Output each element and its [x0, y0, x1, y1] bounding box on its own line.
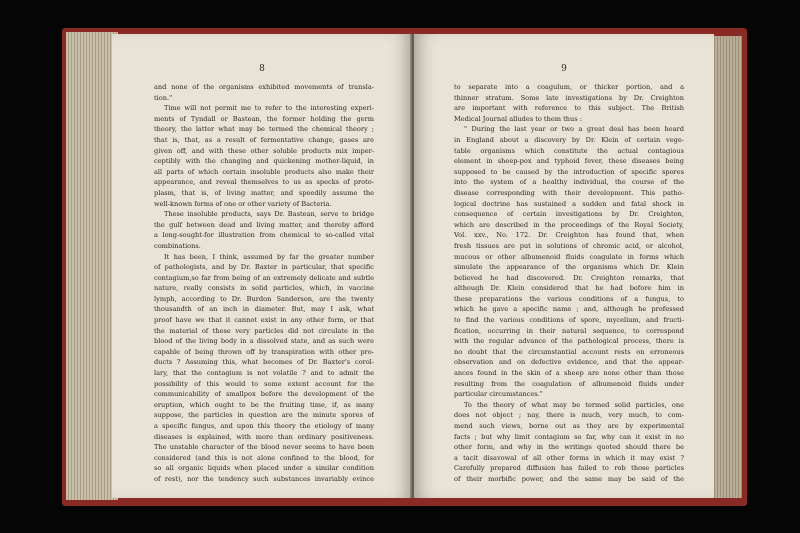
text-line: nature, really consists in solid particles, which, in vaccine — [154, 284, 374, 293]
text-line: element in sheep-pox and typhoid fever, these diseases being — [454, 157, 684, 166]
text-line: consequence of certain investigations by Dr. Creighton, — [454, 210, 684, 219]
text-line: simulate the appearance of the organisms which Dr. Klein — [454, 263, 684, 272]
page-edges-left — [66, 32, 118, 500]
text-line: these preparations the various conditions of a fungus, to — [454, 294, 684, 303]
text-line: table organisms which constitute the actual contagious — [454, 146, 684, 155]
text-line: communicability of smallpox before the development of the — [154, 390, 374, 399]
text-line: in England about a discovery by Dr. Klein of certain vege- — [454, 135, 684, 144]
text-line: thousandth of an inch in diameter. But, may I ask, what — [154, 305, 374, 314]
text-line: thinner stratum. Some late investigations by Dr. Creighton — [454, 93, 684, 102]
text-line: Time will not permit me to refer to the interesting experi- — [164, 104, 374, 113]
text-line: given off, and with these other soluble products mix imper- — [154, 146, 374, 155]
text-line: mucous or other albumenoid fluids coagulate in forms which — [454, 252, 684, 261]
text-line: of pathologists, and by Dr. Baxter in particular, that specific — [154, 263, 374, 272]
text-line: and none of the organisms exhibited movements of transla- — [154, 83, 374, 91]
text-line: resulting from the coagulation of albumenoid fluids under — [454, 379, 684, 388]
text-line: combinations. — [154, 241, 201, 250]
text-line: the material of these very particles did not circulate in the — [154, 326, 374, 335]
text-line: other form, and why in the writings quoted should there be — [454, 443, 684, 452]
text-line: which are described in the proceedings of the Royal Society, — [454, 220, 684, 229]
text-line: fication, occurring in their natural sequence, to correspond — [454, 326, 684, 335]
text-line: diseases is explained, with more than ordinary positiveness. — [154, 432, 374, 441]
text-line: all parts of which certain insoluble products also make their — [154, 167, 374, 176]
text-line: considered (and this is not alone confined to the blood, for — [154, 453, 374, 462]
text-line: disease corresponding with their development. This patho- — [454, 188, 684, 197]
text-line: appearance, and reveal themselves to us as specks of proto- — [154, 178, 374, 187]
text-line: eruption, which ought to be the fruiting time, if, as many — [154, 400, 374, 409]
text-line: Vol. xxv., No. 172. Dr. Creighton has found that, when — [454, 231, 684, 240]
left-page-number: 8 — [259, 64, 265, 74]
text-line: a tacit disavowal of all other forms in which it may exist ? — [454, 453, 684, 462]
text-line: although Dr. Klein considered that he had before him in — [454, 284, 684, 293]
text-line: the gulf between dead and living matter, and thereby afford — [154, 220, 374, 229]
text-line: It has been, I think, assumed by far the greater number — [164, 252, 374, 261]
text-line: lymph, according to Dr. Burdon Sanderson, are the twenty — [154, 294, 374, 303]
text-line: believed he had discovered. Dr. Creighton remarks, that — [454, 273, 684, 282]
text-line: of rest), nor the tendency such substances invariably evince — [154, 474, 374, 483]
text-line: a specific fungus, and upon this theory the etiology of many — [154, 422, 374, 430]
text-line: Medical Journal alludes to them thus : — [454, 114, 582, 123]
text-line: into the system of a healthy individual, the course of the — [454, 178, 684, 187]
text-line: fresh tissues are put in solutions of chromic acid, or alcohol, — [454, 241, 684, 250]
text-line: does not object ; nay, there is much, very much, to com- — [454, 411, 684, 420]
text-line: The unstable character of the blood never seems to have been — [154, 443, 374, 452]
text-line: blood of the living body in a dissolved state, and as such were — [154, 337, 374, 346]
text-line: ances found in the skin of a sheep are none other than those — [454, 369, 684, 378]
text-line: particular circumstances." — [454, 390, 543, 399]
text-line: plasm, that is, of living matter, and speedily assume the — [154, 188, 374, 197]
text-line: supposed to be caused by the introduction of specific spores — [454, 167, 684, 176]
text-line: possibility of this would to some extent account for the — [154, 379, 374, 388]
text-line: theory, the latter what may be termed the chemical theory ; — [154, 125, 374, 134]
text-line: proof have we that it cannot exist in any other form, or that — [154, 316, 374, 325]
text-line: suppose, the particles in question are the minute spores of — [154, 411, 374, 420]
page-edges-right — [712, 36, 742, 498]
text-line: observation and on defective evidence, and that the appear- — [454, 358, 684, 367]
text-line: Carefully prepared diffusion has failed to rob those particles — [454, 464, 684, 473]
right-page-text — [454, 82, 684, 485]
right-page-number: 9 — [561, 64, 567, 74]
text-line: lary, that the contagium is not volatile ? and to admit the — [154, 369, 374, 378]
text-line: that is, that, as a result of fermentative change, gases are — [154, 135, 374, 144]
text-line: are important with reference to this subject. The British — [454, 104, 684, 113]
text-line: tion." — [154, 93, 173, 102]
text-line: To the theory of what may be termed solid particles, one — [464, 400, 684, 409]
text-line: ceptibly with the changing and quickening mother-liquid, in — [154, 157, 374, 166]
text-line: of their morbific power, and the same may be said of the — [454, 474, 684, 483]
text-line: These insoluble products, says Dr. Bastean, serve to bridge — [164, 210, 374, 219]
text-line: which he gave a specific name ; and, although he professed — [454, 305, 684, 314]
text-line: to find the various conditions of spore, mycelium, and fructi- — [454, 316, 684, 325]
text-line: capable of being thrown off by transpiration with other pro- — [154, 347, 374, 356]
text-line: facts ; but why limit contagium so far, why can it exist in no — [454, 432, 684, 441]
right-page — [414, 34, 714, 498]
text-line: ments of Tyndall or Bastean, the former holding the germ — [154, 114, 374, 123]
left-page-text — [154, 82, 374, 485]
text-line: to separate into a coagulum, or thicker portion, and a — [454, 83, 684, 91]
text-line: with the regular advance of the pathological process, there is — [454, 337, 684, 346]
text-line: mend such views, borne out as they are by experimental — [454, 422, 684, 430]
text-line: well-known forms of one or other variety of Bacteria. — [154, 199, 332, 208]
left-page — [112, 34, 412, 498]
text-line: ducts ? Assuming this, what becomes of Dr. Baxter's corol- — [154, 358, 374, 367]
text-line: no doubt that the circumstantial account rests on erroneous — [454, 347, 684, 356]
text-line: so all organic liquids when placed under a similar condition — [154, 464, 374, 473]
text-line: a long-sought-for illustration from chemical to so-called vital — [154, 231, 374, 240]
text-line: contagium,so far from being of an extremely delicate and subtle — [154, 273, 374, 282]
text-line: " During the last year or two a great deal has been heard — [464, 125, 684, 134]
text-line: logical doctrine has sustained a sudden and fatal shock in — [454, 199, 684, 208]
